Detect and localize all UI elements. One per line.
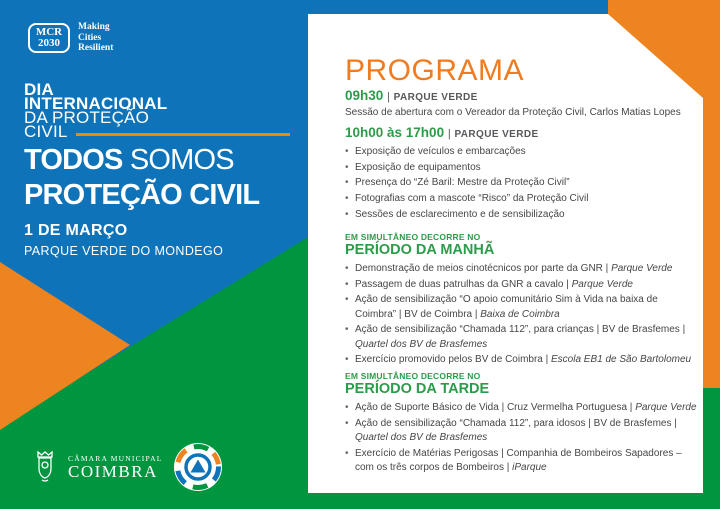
event-line-dia: DIA — [24, 80, 54, 99]
mcr2030-badge — [28, 23, 70, 53]
morning-section — [345, 232, 697, 367]
session2-pipe: | — [447, 128, 451, 140]
list-item: • Presença do “Zé Baril: Mestre da Proteção Civil” — [345, 176, 697, 190]
mcr-badge-top: MCR — [35, 26, 63, 39]
mcr-badge-bottom: 2030 — [38, 36, 60, 49]
list-item: • Demonstração de meios cinotécnicos por parte da GNR | Parque Verde — [345, 262, 697, 276]
session2-venue: PARQUE VERDE — [454, 129, 539, 140]
headline-line1 — [24, 143, 296, 178]
orange-rule — [76, 133, 290, 136]
list-item: • Ação de sensibilização “O apoio comunitário Sim à Vida na baixa de Coimbra” | BV de Coimbra | Baixa de Coimbra — [345, 293, 697, 321]
morning-activities-list — [345, 262, 697, 367]
session1-pipe: | — [387, 91, 390, 103]
list-item: • Exposição de veículos e embarcações — [345, 145, 697, 159]
morning-title: PERÍODO DA MANHÃ — [345, 242, 495, 259]
list-item: • Ação de sensibilização “Chamada 112”, para crianças | BV de Brasfemes | Quartel dos BV de Brasfemes — [345, 323, 697, 351]
program-panel — [345, 55, 697, 477]
footer-logos — [32, 442, 223, 492]
session1-description: Sessão de abertura com o Vereador da Proteção Civil, Carlos Matias Lopes — [345, 107, 681, 118]
list-item: • Ação de Suporte Básico de Vida | Cruz Vermelha Portuguesa | Parque Verde — [345, 401, 697, 415]
left-panel-content — [0, 0, 308, 509]
list-item: • Exercício promovido pelos BV de Coimbra | Escola EB1 de São Bartolomeu — [345, 353, 697, 367]
event-location: PARQUE VERDE DO MONDEGO — [24, 244, 224, 258]
list-item: • Exposição de equipamentos — [345, 161, 697, 175]
coimbra-crest-icon — [32, 449, 58, 485]
session1-time-line — [345, 89, 697, 105]
mcr-tagline-line1: Making — [78, 22, 110, 32]
mcr-tagline-line2: Cities — [78, 32, 102, 43]
headline-line2: PROTEÇÃO CIVIL — [24, 179, 260, 211]
afternoon-section — [345, 371, 697, 475]
afternoon-title: PERÍODO DA TARDE — [345, 381, 490, 398]
session1-venue: PARQUE VERDE — [393, 92, 478, 103]
mcr2030-logo — [28, 22, 113, 54]
event-line-civil-row — [24, 122, 290, 141]
afternoon-activities-list — [345, 401, 697, 475]
headline-word-somos: SOMOS — [122, 144, 234, 176]
event-kicker-block — [24, 80, 290, 141]
event-line-da-protecao: DA PROTEÇÃO — [24, 108, 150, 127]
event-line-civil: CIVIL — [24, 122, 68, 141]
list-item: • Sessões de esclarecimento e de sensibilização — [345, 208, 697, 222]
session2-time: 10h00 às 17h00 — [345, 125, 445, 140]
headline-word-todos: TODOS — [24, 144, 123, 176]
municipality-small-label: CÂMARA MUNICIPAL — [68, 453, 163, 463]
mcr-tagline — [78, 22, 113, 54]
program-heading: PROGRAMA — [345, 54, 525, 87]
list-item: • Fotografias com a mascote “Risco” da Proteção Civil — [345, 192, 697, 206]
list-item: • Exercício de Matérias Perigosas | Companhia de Bombeiros Sapadores – com os três corpos de Bombeiros | iParque — [345, 447, 697, 475]
morning-kicker: EM SIMULTÂNEO DECORRE NO — [345, 232, 481, 243]
session2-time-line — [345, 126, 697, 142]
list-item: • Ação de sensibilização “Chamada 112”, para idosos | BV de Brasfemes | Quartel dos BV de Brasfemes — [345, 417, 697, 445]
list-item: • Passagem de duas patrulhas da GNR a cavalo | Parque Verde — [345, 278, 697, 292]
event-date: 1 DE MARÇO — [24, 222, 128, 239]
municipality-big-label: COIMBRA — [68, 461, 158, 481]
event-line-internacional: INTERNACIONAL — [24, 94, 168, 113]
afternoon-kicker: EM SIMULTÂNEO DECORRE NO — [345, 371, 481, 382]
poster-headline — [24, 143, 296, 213]
session1-time: 09h30 — [345, 88, 384, 103]
protecao-civil-emblem-icon — [173, 442, 223, 492]
mcr-tagline-line3: Resilient — [78, 43, 114, 53]
all-day-activities-list — [345, 145, 697, 222]
municipality-wordmark — [68, 454, 163, 481]
top-blue-strip — [300, 0, 615, 14]
